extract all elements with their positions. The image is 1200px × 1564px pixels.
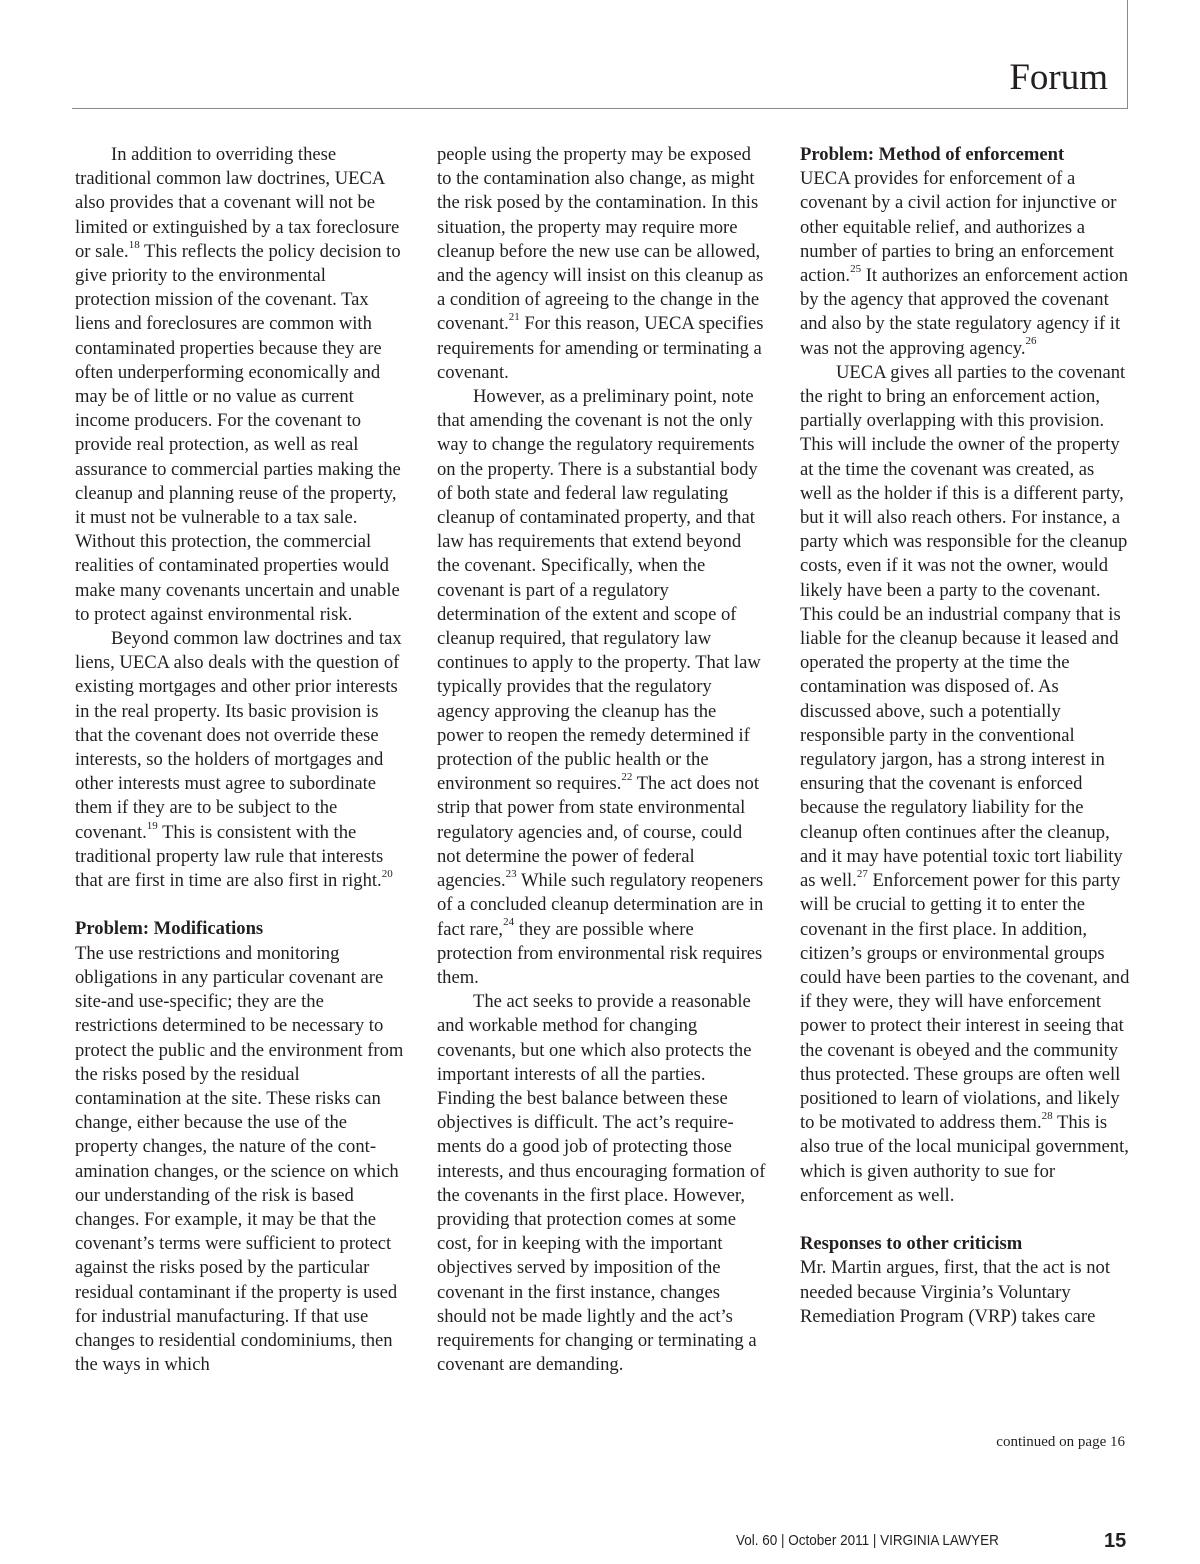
text: The act does not strip that power from state environmental regulatory agencies and, of course, could not determine the power of federal agencies. <box>437 773 760 892</box>
column-1 <box>75 143 405 1377</box>
spacer <box>75 893 405 917</box>
spacer <box>800 1208 1130 1232</box>
footnote-ref: 18 <box>128 238 140 251</box>
header-rule <box>72 108 1128 109</box>
footnote-ref: 25 <box>850 262 862 275</box>
footnote-ref: 23 <box>505 867 517 880</box>
section-heading: Problem: Method of enforcement <box>800 144 1065 165</box>
paragraph: The use restrictions and monitoring obligations in any particular covenant are site-and use-specific; they are the restrictions determined to be necessary to protect the public and the environment from the risks posed by the residual contamination at the site. These risks can change, either because the use of the property changes, the nature of the contamination changes, or the science on which our understanding of the risk is based changes. For example, it may be that the covenant’s terms were sufficient to protect against the risks posed by the particular residual contaminant if the property is used for industrial manufacturing. If that use changes to residential condominiums, then the ways in which <box>75 942 404 1376</box>
text: For this reason, UECA specifies requirements for amending or terminating a covenant. <box>437 313 764 383</box>
text: While such regulatory reopeners of a concluded cleanup determination are in fact rare, <box>437 870 764 940</box>
column-2 <box>437 143 767 1377</box>
paragraph <box>437 143 767 385</box>
paragraph <box>75 143 405 627</box>
section-heading: Responses to other criticism <box>800 1233 1023 1255</box>
footnote-ref: 20 <box>381 867 393 880</box>
footnote-ref: 22 <box>621 771 633 784</box>
footnote-ref: 27 <box>856 867 868 880</box>
text: This is also true of the local municipal government, which is given authority to sue for enforcement as well. <box>800 1112 1129 1206</box>
text: This reflects the policy decision to give priority to the environmental protection mission of the covenant. Tax liens and foreclosures are common with contaminated properties because they are often underperforming economically and may be of little or no value as current income producers. For the covenant to provide real protection, as well as real assurance to commercial parties making the cleanup and planning reuse of the property, it must not be vulnerable to a tax sale. Without this protection, the commercial realities of contaminated properties would make many covenants uncertain and unable to protect against environmental risk. <box>75 240 401 625</box>
text: It authorizes an enforcement action by the agency that approved the covenant and also by the state regulatory agency if it was not the approving agency. <box>800 265 1128 359</box>
continued-note: continued on page 16 <box>996 1434 1125 1450</box>
paragraph <box>800 167 1130 361</box>
text: In addition to overriding these traditional common law doctrines, UECA also provides that a covenant will not be limited or extinguished by a tax foreclosure or sale. <box>75 144 400 262</box>
page-number: 15 <box>1104 1530 1127 1552</box>
text: However, as a preliminary point, note that amending the covenant is not the only way to change the regulatory requirements on the property. There is a substantial body of both state and federal law regulating cleanup of contaminated property, and that law has requirements that extend beyond the covenant. Specifically, when the covenant is part of a regulatory determination of the extent and scope of cleanup required, that regulatory law continues to apply to the property. That law typically provides that the regulatory agency approving the cleanup has the power to reopen the remedy determined if protection of the public health or the environment so requires. <box>437 386 761 795</box>
text: Beyond common law doctrines and tax liens, UECA also deals with the question of existing mortgages and other prior interests in the real property. Its basic provision is that the covenant does not override these interests, so the holders of mortgages and other interests must agree to subordinate them if they are to be subject to the covenant. <box>75 628 402 843</box>
footnote-ref: 28 <box>1041 1109 1053 1122</box>
column-3 <box>800 143 1130 1329</box>
footnote-ref: 24 <box>503 916 515 929</box>
paragraph <box>800 361 1130 1208</box>
paragraph: The act seeks to provide a reasonable and workable method for changing covenants, but one which also protects the important interests of all the parties. Finding the best balance between these objectives is difficult. The act’s requirements do a good job of protecting those interests, and thus encouraging formation of the covenants in the first place. However, providing that protection comes at some cost, for in keeping with the important objectives served by imposition of the covenant in the first instance, changes should not be made lightly and the act’s requirements for changing or terminating a covenant are demanding. <box>437 991 766 1376</box>
footnote-ref: 21 <box>508 311 520 324</box>
paragraph <box>437 385 767 990</box>
text: UECA gives all parties to the covenant the right to bring an enforcement action, partially overlapping with this provision. This will include the owner of the property at the time the covenant was created, as well as the holder if this is a different party, but it will also reach others. For instance, a party which was responsible for the cleanup costs, even if it was not the owner, would likely have been a party to the covenant. This could be an industrial company that is liable for the cleanup because it leased and operated the property at the time the contamination was disposed of. As discussed above, such a potentially responsible party in the conventional regulatory jargon, has a strong interest in ensuring that the covenant is enforced because the regulatory liability for the cleanup often continues after the cleanup, and it may have potential toxic tort liability as well. <box>800 361 1128 892</box>
paragraph: Mr. Martin argues, first, that the act is not needed because Virginia’s Voluntary Remediation Program (VRP) takes care <box>800 1257 1111 1327</box>
text: they are possible where protection from environmental risk requires them. <box>437 918 763 988</box>
text: This is consistent with the traditional property law rule that interests that are first in time are also first in right. <box>75 821 384 892</box>
text: UECA provides for enforcement of a covenant by a civil action for injunctive or other equitable relief, and authorizes a number of parties to bring an enforcement action. <box>800 168 1117 287</box>
header-vertical-rule <box>1127 0 1128 109</box>
paragraph <box>75 627 405 893</box>
footer-issue: Vol. 60 | October 2011 | VIRGINIA LAWYER <box>736 1532 999 1549</box>
section-heading: Problem: Modifications <box>75 918 264 940</box>
section-title: Forum <box>1009 57 1108 98</box>
footnote-ref: 26 <box>1025 335 1037 348</box>
text: Enforcement power for this party will be crucial to getting it to enter the covenant in the first place. In addition, citizen’s groups or environmental groups could have been parties to the covenant, and if they were, they will have enforcement power to protect their interest in seeing that the covenant is obeyed and the community thus protected. These groups are often well positioned to learn of violations, and likely to be motivated to address them. <box>800 870 1130 1134</box>
text: people using the property may be exposed to the contamination also change, as might the risk posed by the contamination. In this situation, the property may require more cleanup before the new use can be allowed, and the agency will insist on this cleanup as a condition of agreeing to the change in the covenant. <box>437 144 764 335</box>
footnote-ref: 19 <box>146 819 158 832</box>
